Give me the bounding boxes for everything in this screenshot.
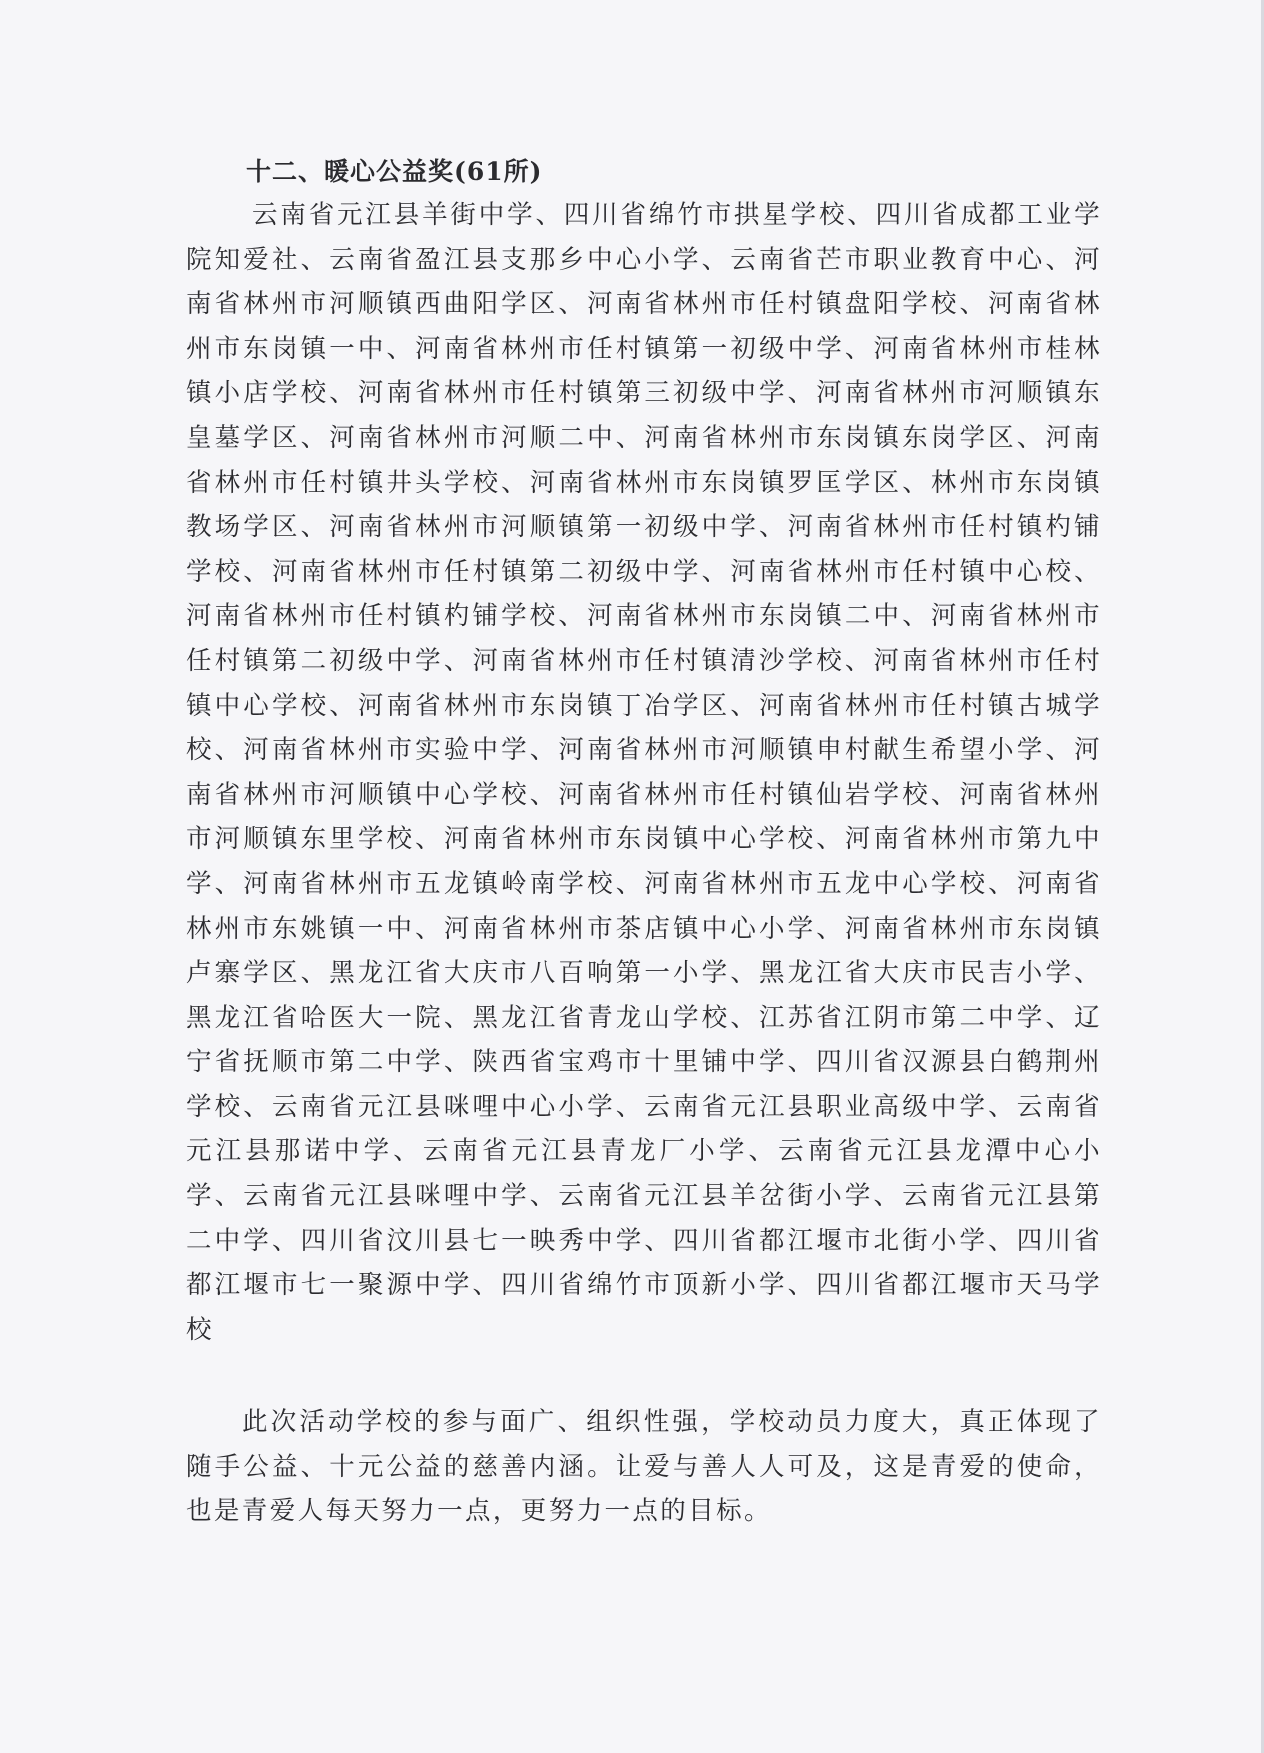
- awardee-list-paragraph: 云南省元江县羊街中学、四川省绵竹市拱星学校、四川省成都工业学院知爱社、云南省盈江县支那乡中心小学、云南省芒市职业教育中心、河南省林州市河顺镇西曲阳学区、河南省林州市任村镇盘阳学校、河南省林州市东岗镇一中、河南省林州市任村镇第一初级中学、河南省林州市桂林镇小店学校、河南省林州市任村镇第三初级中学、河南省林州市河顺镇东皇墓学区、河南省林州市河顺二中、河南省林州市东岗镇东岗学区、河南省林州市任村镇井头学校、河南省林州市东岗镇罗匡学区、林州市东岗镇教场学区、河南省林州市河顺镇第一初级中学、河南省林州市任村镇杓铺学校、河南省林州市任村镇第二初级中学、河南省林州市任村镇中心校、河南省林州市任村镇杓铺学校、河南省林州市东岗镇二中、河南省林州市任村镇第二初级中学、河南省林州市任村镇清沙学校、河南省林州市任村镇中心学校、河南省林州市东岗镇丁冶学区、河南省林州市任村镇古城学校、河南省林州市实验中学、河南省林州市河顺镇申村献生希望小学、河南省林州市河顺镇中心学校、河南省林州市任村镇仙岩学校、河南省林州市河顺镇东里学校、河南省林州市东岗镇中心学校、河南省林州市第九中学、河南省林州市五龙镇岭南学校、河南省林州市五龙中心学校、河南省林州市东姚镇一中、河南省林州市茶店镇中心小学、河南省林州市东岗镇卢寨学区、黑龙江省大庆市八百响第一小学、黑龙江省大庆市民吉小学、黑龙江省哈医大一院、黑龙江省青龙山学校、江苏省江阴市第二中学、辽宁省抚顺市第二中学、陕西省宝鸡市十里铺中学、四川省汉源县白鹤荆州学校、云南省元江县咪哩中心小学、云南省元江县职业高级中学、云南省元江县那诺中学、云南省元江县青龙厂小学、云南省元江县龙潭中心小学、云南省元江县咪哩中学、云南省元江县羊岔街小学、云南省元江县第二中学、四川省汶川县七一映秀中学、四川省都江堰市北街小学、四川省都江堰市七一聚源中学、四川省绵竹市顶新小学、四川省都江堰市天马学校: [186, 200, 1102, 1345]
- section-heading: 十二、暖心公益奖(61所): [246, 157, 543, 186]
- closing-paragraph: 此次活动学校的参与面广、组织性强，学校动员力度大，真正体现了随手公益、十元公益的慈善内涵。让爱与善人人可及，这是青爱的使命，也是青爱人每天努力一点，更努力一点的目标。: [186, 1407, 1102, 1527]
